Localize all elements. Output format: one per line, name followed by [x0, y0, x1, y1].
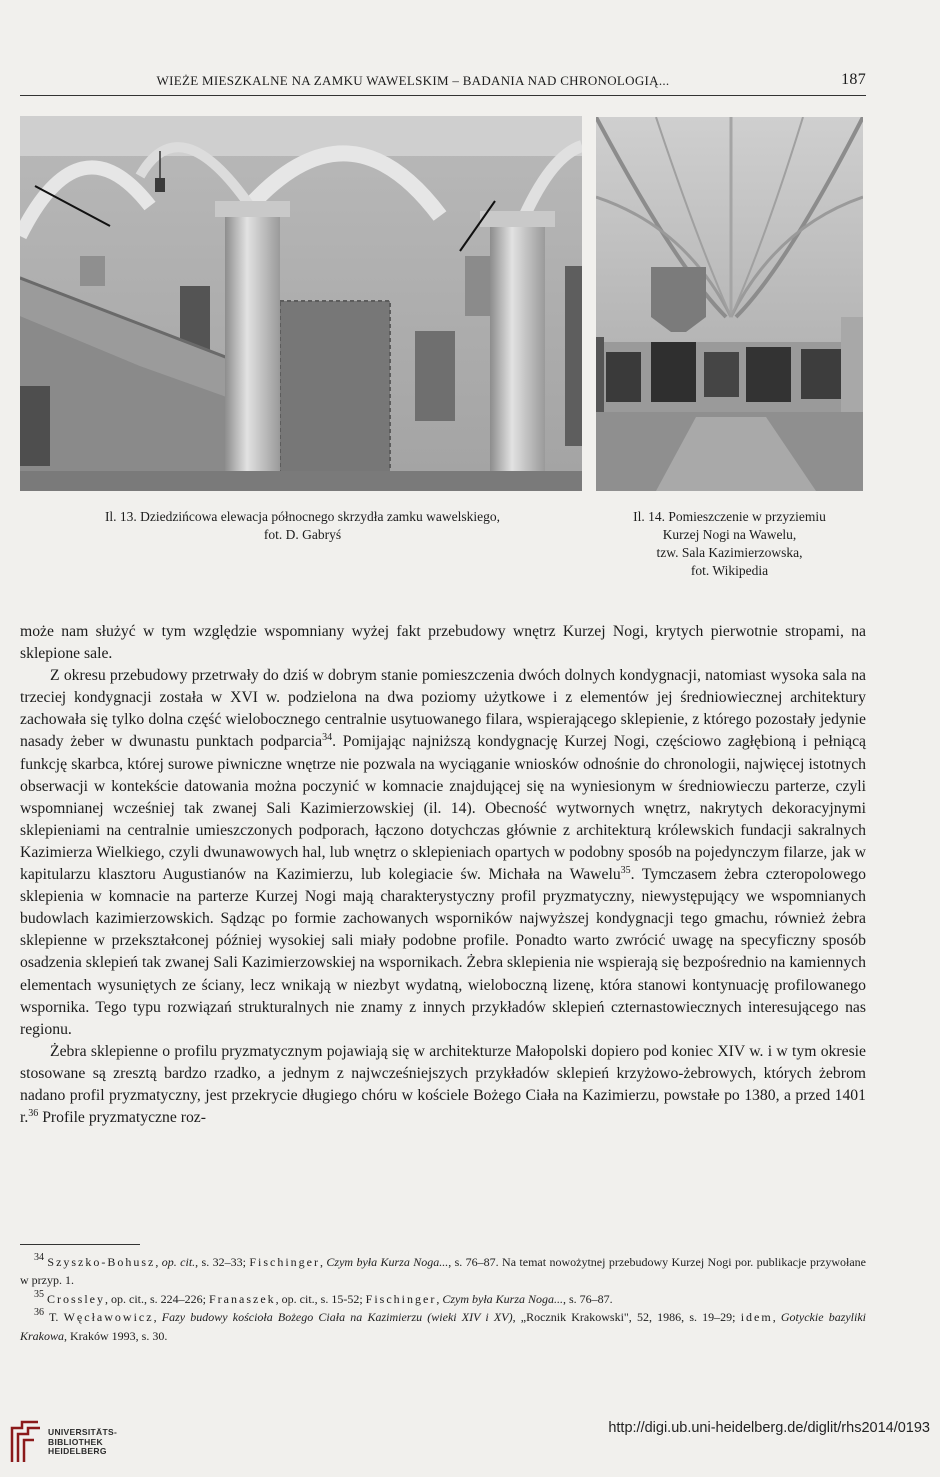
footnote-author: Franaszek [209, 1291, 276, 1306]
footnote-text: , „Rocznik Krakowski", 52, 1986, s. 19–29; [512, 1310, 741, 1325]
footnote-number: 35 [34, 1288, 44, 1300]
footnote-text: , s. 32–33; [195, 1255, 250, 1269]
paragraph-3 [20, 1041, 866, 1129]
footnote-author: Węcławowicz [63, 1310, 154, 1325]
footnote-author: Szyszko-Bohusz [47, 1255, 156, 1269]
footnote-author: Fischinger [365, 1291, 437, 1306]
paragraph-text: . Pomijając najniższą kondygnację Kurzej Nogi, częściowo zagłębioną i pełniącą funkcję skarbca, której surowe piwniczne wnętrze nie pozwala na wyciąganie wniosków odnośnie do chronologii, najwięcej istotnych obserwacji w kontekście datowania można poczynić w komnacie znajdującej się na wyniesionym w średniowieczu parterze, czyli wspomnianej wcześniej tak zwanej Sali Kazimierzowskiej (il. 14). Obecność wytwornych wnętrz, nakrytych dekoracyjnymi sklepieniami na centralnie umieszczonych podporach, łączono dotychczas głównie z architekturą królewskich fundacji sakralnych Kazimierza Wielkiego, czyli dwunawowych hal, lub wnętrz o sklepieniach opartych w podobny sposób na pojedynczym filarze, jak w kapitularzu klasztoru Augustianów na Kazimierzu, lub kolegiacie św. Michała na Wawelu [20, 733, 866, 884]
footnote-italic: op. cit. [161, 1255, 196, 1269]
footnote-author: Crossley [47, 1291, 105, 1306]
footnote-number: 36 [34, 1307, 44, 1319]
caption-line: Kurzej Nogi na Wawelu, [662, 527, 797, 542]
library-logo-icon [8, 1418, 44, 1464]
footnote-text: , op. cit., s. 15-52; [275, 1291, 366, 1306]
figure-13-caption [30, 508, 575, 544]
caption-line: tzw. Sala Kazimierzowska, [656, 545, 803, 560]
figure-14-caption [596, 508, 863, 580]
footnote-text: , [155, 1255, 162, 1269]
footnote-text: , op. cit., s. 224–226; [105, 1291, 209, 1306]
caption-line: Il. 14. Pomieszczenie w przyziemiu [633, 509, 826, 524]
footnote-34 [20, 1253, 866, 1290]
footnote-text: , s. 76–87. Na temat nowożytnej przebudowy Kurzej Nogi por. publikacje przywołane w przyp. 1. [20, 1255, 866, 1288]
footnote-ref-35[interactable]: 35 [620, 865, 631, 877]
footnotes [20, 1253, 866, 1345]
footnote-italic: Fazy budowy kościoła Bożego Ciała na Kazimierzu (wieki XIV i XV) [161, 1310, 513, 1325]
footnote-text: T. [48, 1310, 64, 1325]
footnote-ref-34[interactable]: 34 [322, 732, 333, 744]
body-text [20, 621, 866, 1129]
page-number: 187 [841, 71, 866, 88]
paragraph-text: Z okresu przebudowy przetrwały do dziś w dobrym stanie pomieszczenia dwóch dolnych kondygnacji, natomiast wysoka sala na trzeciej kondygnacji została w XVI w. podzielona na dwa poziomy użytkowe i z elementów jej średniowiecznej architektury zachowała się tylko dolna część wielobocznego centralnie usytuowanego filara, wspierającego sklepienie, z którego pozostały jedynie nasady żeber w dwunastu punktach podparcia [20, 667, 866, 751]
paragraph-text: Żebra sklepienne o profilu pryzmatycznym pojawiają się w architekturze Małopolski dopiero pod koniec XIV w. i w tym okresie stosowane są zresztą bardzo rzadko, a jednym z najwcześniejszych przykładów sklepień krzyżowo-żebrowych, których żebrom nadano profil pryzmatyczny, jest przekrycie długiego chóru w kościele Bożego Ciała na Kazimierzu, powstałe po 1380, a przed 1401 r. [20, 1042, 866, 1127]
footnote-text: , [436, 1291, 443, 1306]
figure-13-photo [20, 116, 582, 491]
source-url-link[interactable]: http://digi.ub.uni-heidelberg.de/diglit/rhs2014/0193 [608, 1420, 930, 1436]
footnote-35 [20, 1290, 866, 1308]
footnote-italic: Czym była Kurza Noga... [326, 1255, 449, 1269]
running-title: WIEŻE MIESZKALNE NA ZAMKU WAWELSKIM – BADANIA NAD CHRONOLOGIĄ... [156, 73, 670, 88]
footnote-italic: Gotyckie bazyliki Krakowa [20, 1310, 867, 1343]
paragraph-1 [20, 621, 866, 665]
caption-line: fot. D. Gabryś [263, 527, 342, 542]
footnote-number: 34 [34, 1252, 44, 1263]
paragraph-text: może nam służyć w tym względzie wspomniany wyżej fakt przebudowy wnętrz Kurzej Nogi, krytych pierwotnie stropami, na sklepione sale. [20, 623, 866, 663]
header-rule [20, 95, 866, 96]
library-name-line: UNIVERSITÄTS- [48, 1427, 118, 1437]
figure-14-photo [596, 117, 863, 491]
footnote-rule [20, 1244, 140, 1245]
library-logo[interactable] [8, 1418, 128, 1468]
paragraph-text: . Tymczasem żebra czteropolowego sklepienia w komnacie na parterze Kurzej Nogi mają charakterystyczny profil pryzmatyczny, niewystępujący we wspomnianych budowlach kazimierzowskich. Sądząc po formie zachowanych wsporników najwyższej kondygnacji tego gmachu, również żebra sklepienne w przekształconej później wysokiej sali miały podobne profile. Ponadto warto zwrócić uwagę na specyficzny sposób osadzenia sklepień tak zwanej Sali Kazimierzowskiej na wspornikach. Żebra sklepienia nie wspierają się bezpośrednio na kamiennych elementach wysuniętych ze ściany, lecz wnikają w niezbyt wydatną, wieloboczną lizenę, która stanowi kontynuację profilowanego wspornika. Tego typu rozwiązań strukturalnych nie znamy z innych przykładów sklepień czternastowiecznych interesującego nas regionu. [20, 866, 866, 1038]
footnote-text: , Kraków 1993, s. 30. [64, 1328, 168, 1343]
running-head [20, 73, 866, 93]
footnote-author: idem [740, 1310, 773, 1325]
footnote-text: , s. 76–87. [563, 1291, 613, 1306]
footnote-text: , [772, 1310, 781, 1325]
footnote-text: , [320, 1255, 327, 1269]
footnote-text: , [153, 1310, 162, 1325]
footnote-author: Fischinger [249, 1255, 320, 1269]
library-name-line: BIBLIOTHEK [48, 1436, 103, 1447]
paragraph-text: Profile pryzmatyczne roz- [38, 1109, 206, 1127]
paragraph-2 [20, 665, 866, 1041]
footnote-ref-36[interactable]: 36 [28, 1108, 39, 1120]
library-name [48, 1428, 117, 1457]
footnote-italic: Czym była Kurza Noga... [442, 1291, 564, 1306]
caption-line: fot. Wikipedia [690, 563, 769, 578]
caption-line: Il. 13. Dziedzińcowa elewacja północnego skrzydła zamku wawelskiego, [104, 509, 501, 524]
footnote-36 [20, 1308, 866, 1345]
library-name-line: HEIDELBERG [48, 1446, 107, 1456]
